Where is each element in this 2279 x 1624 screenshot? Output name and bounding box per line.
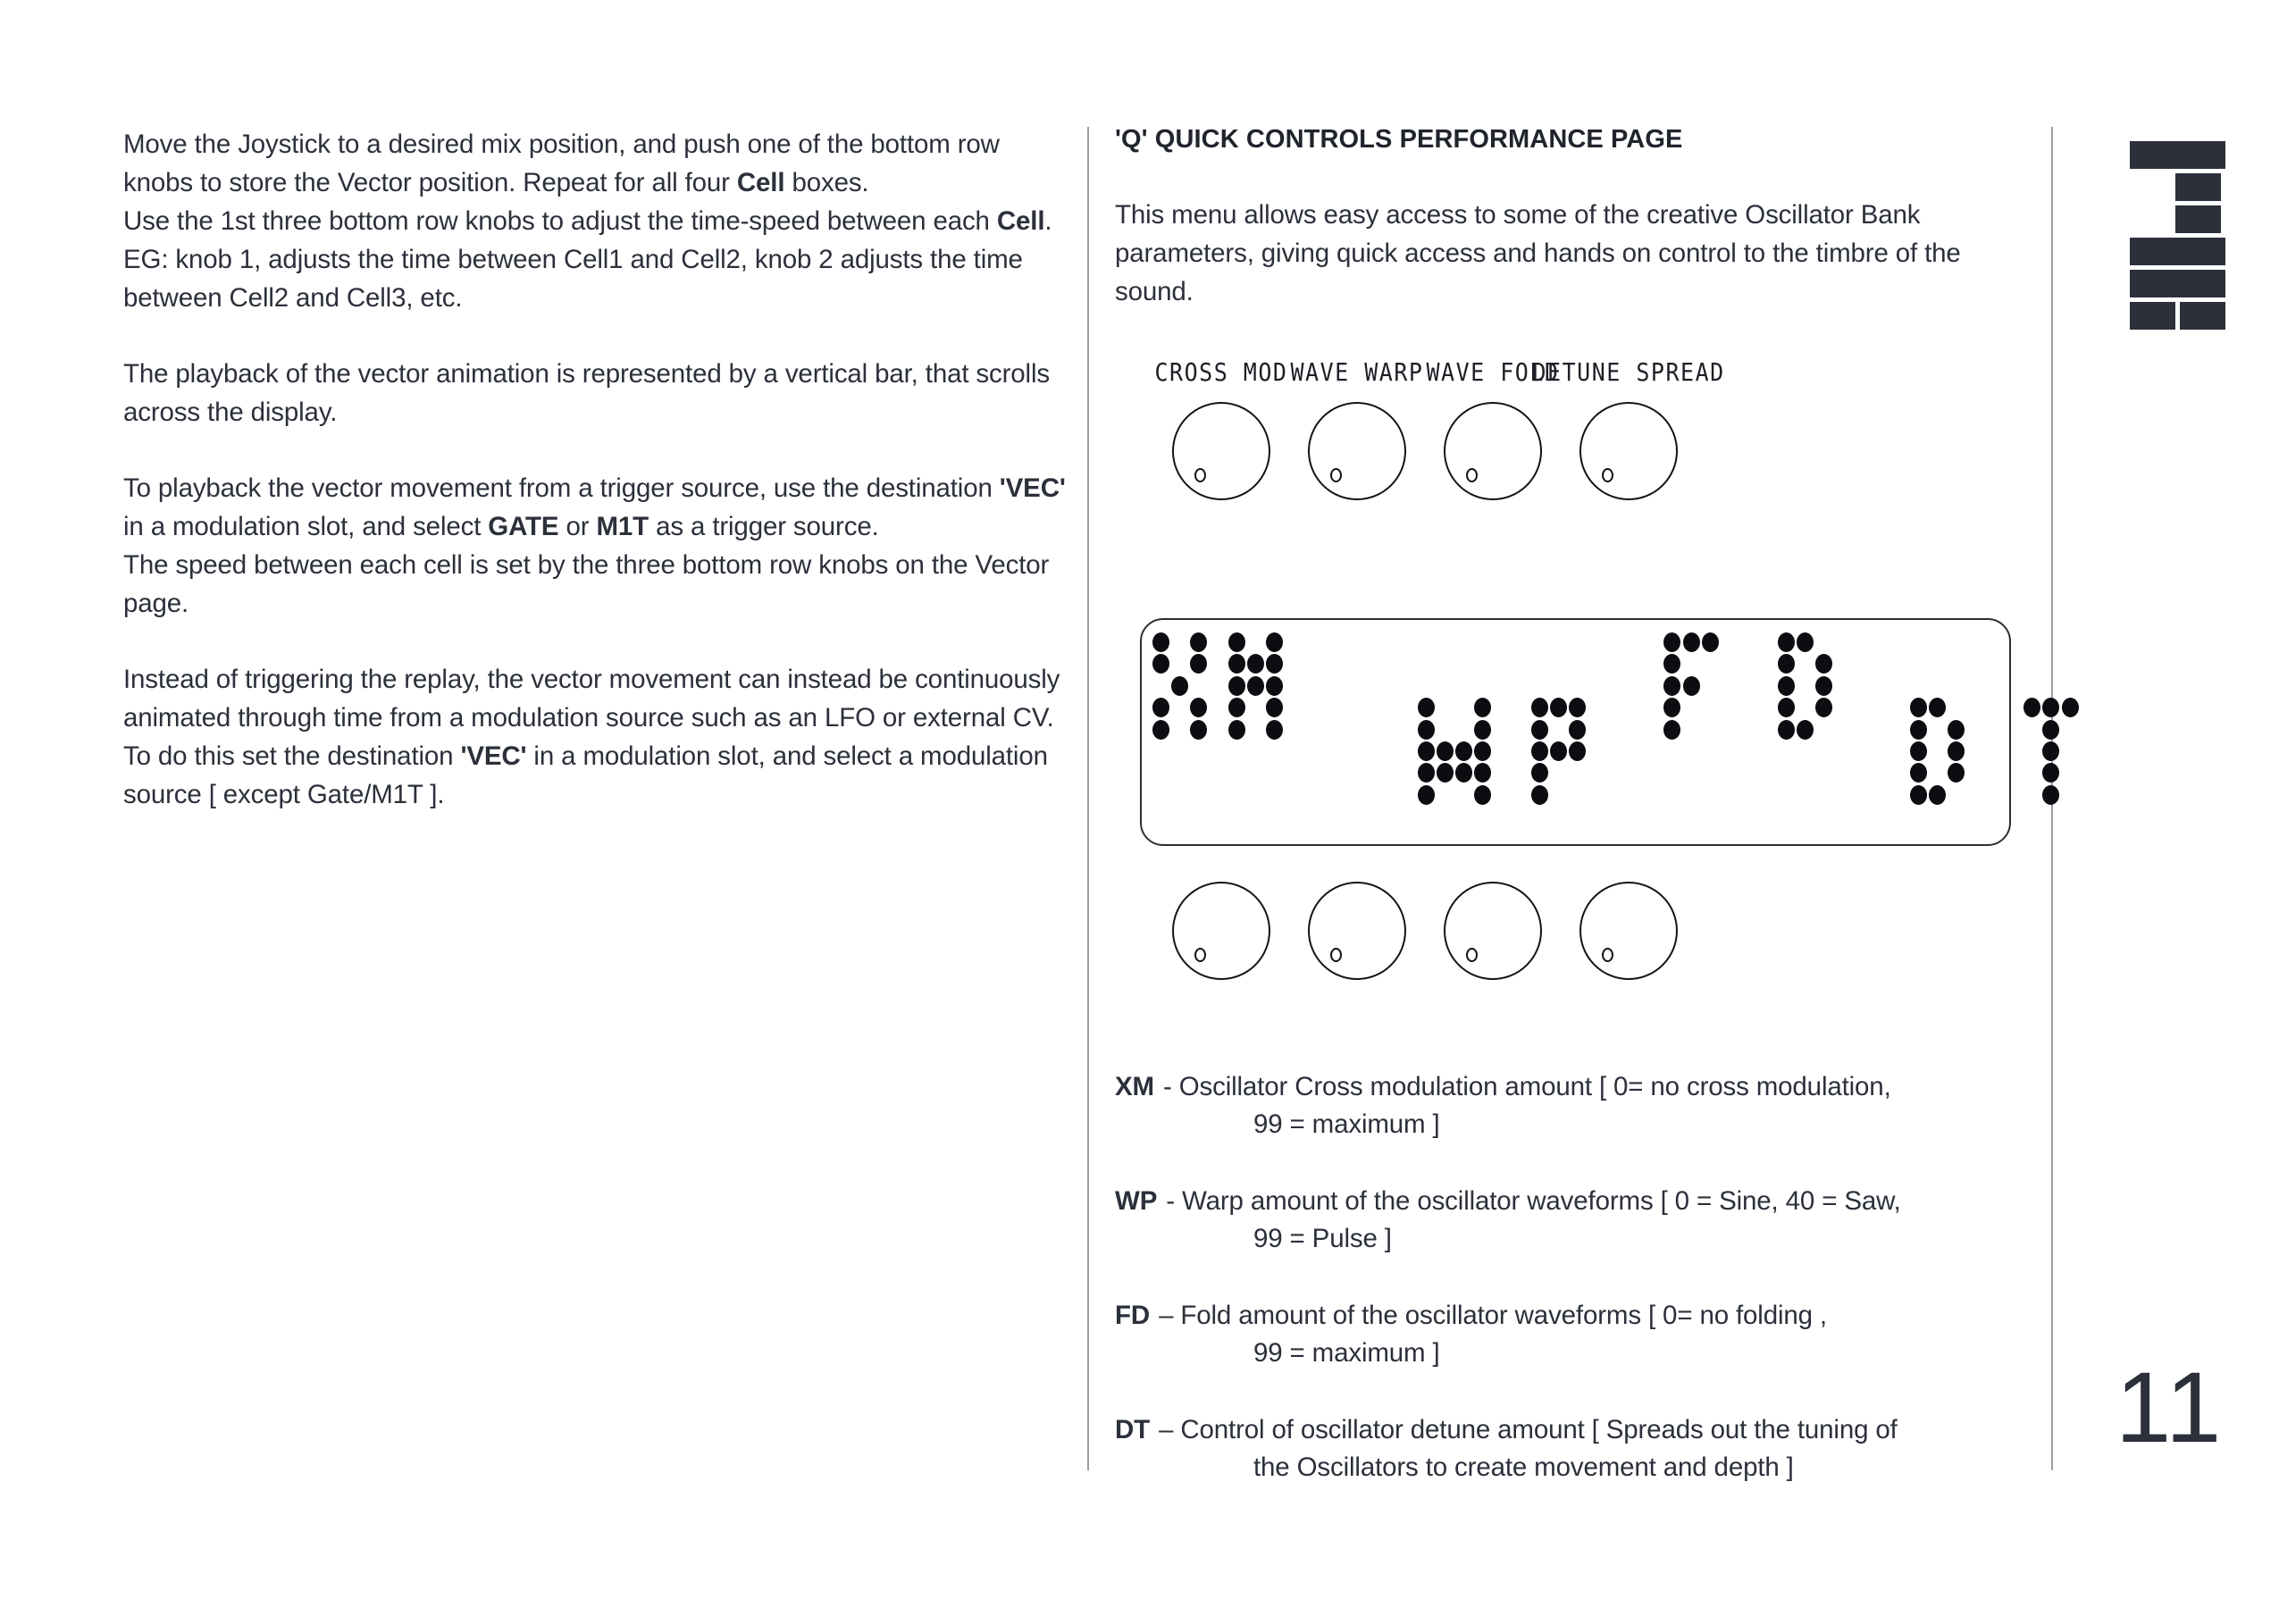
emphasis-term: 'VEC' bbox=[999, 473, 1066, 503]
display-pixel bbox=[1550, 698, 1567, 717]
parameter-description-line-1: – Fold amount of the oscillator waveforms [ 0= no folding , bbox=[1152, 1301, 1827, 1330]
display-pixel bbox=[1683, 632, 1700, 652]
display-pixel bbox=[1418, 720, 1435, 740]
display-pixel bbox=[1778, 676, 1795, 696]
display-pixel bbox=[1910, 763, 1927, 783]
knob-indicator-icon bbox=[1194, 468, 1206, 482]
logo-row bbox=[2130, 270, 2225, 297]
display-pixel bbox=[1474, 698, 1491, 717]
display-pixel bbox=[1797, 632, 1814, 652]
parameter-description-line-1: - Oscillator Cross modulation amount [ 0= no cross modulation, bbox=[1155, 1072, 1891, 1101]
logo-row bbox=[2130, 141, 2225, 169]
wave-fold-knob[interactable] bbox=[1444, 402, 1542, 500]
display-pixel bbox=[1910, 785, 1927, 805]
knob-indicator-icon bbox=[1330, 468, 1342, 482]
logo-block bbox=[2130, 141, 2225, 169]
cross-mod-knob[interactable] bbox=[1172, 402, 1270, 500]
parameter-row bbox=[1115, 1068, 2049, 1143]
display-pixel bbox=[1228, 698, 1245, 717]
parameter-description-line-2: 99 = maximum ] bbox=[1253, 1109, 1440, 1139]
bottom-knob-3[interactable] bbox=[1444, 882, 1542, 980]
dot-matrix-display bbox=[1140, 618, 2011, 846]
display-pixel bbox=[1683, 676, 1700, 696]
knob-indicator-icon bbox=[1602, 468, 1613, 482]
logo-row bbox=[2130, 238, 2225, 265]
display-pixel bbox=[1228, 632, 1245, 652]
knob-indicator-icon bbox=[1602, 948, 1613, 962]
display-pixel bbox=[1663, 720, 1680, 740]
display-pixel bbox=[1266, 632, 1283, 652]
display-pixel bbox=[2062, 698, 2079, 717]
display-pixel bbox=[2042, 785, 2059, 805]
parameter-description-list bbox=[1115, 1068, 2049, 1486]
display-pixel bbox=[1797, 720, 1814, 740]
logo-row bbox=[2130, 302, 2225, 330]
section-intro-paragraph: This menu allows easy access to some of the creative Oscillator Bank parameters, giving quick access and hands on control to the timbre of the sound. bbox=[1115, 200, 1961, 306]
display-pixel bbox=[1266, 654, 1283, 674]
display-pixel bbox=[2042, 698, 2059, 717]
bottom-knob-2[interactable] bbox=[1308, 882, 1406, 980]
display-pixel bbox=[1948, 763, 1965, 783]
parameter-description-line-1: – Control of oscillator detune amount [ Spreads out the tuning of bbox=[1152, 1415, 1898, 1444]
display-pixel bbox=[1474, 763, 1491, 783]
logo-block bbox=[2130, 205, 2175, 233]
display-pixel bbox=[1663, 654, 1680, 674]
parameter-key: XM bbox=[1115, 1072, 1154, 1101]
section-heading: 'Q' QUICK CONTROLS PERFORMANCE PAGE bbox=[1115, 125, 1683, 154]
display-pixel bbox=[1702, 632, 1719, 652]
display-pixel bbox=[1228, 720, 1245, 740]
body-paragraph: Instead of triggering the replay, the vector movement can instead be continuously animated through time from a modulation source such as an LFO or external CV. To do this set the destination 'VEC' in a modulation slot, and select a modulation source [ except Gate/M1T ]. bbox=[123, 665, 1060, 809]
display-pixel bbox=[1418, 741, 1435, 761]
display-pixel bbox=[1910, 698, 1927, 717]
display-pixel bbox=[1929, 785, 1946, 805]
display-pixel bbox=[1152, 720, 1169, 740]
display-pixel bbox=[1910, 720, 1927, 740]
display-pixel bbox=[1474, 741, 1491, 761]
display-pixel bbox=[1247, 676, 1264, 696]
column-divider-left bbox=[1087, 127, 1089, 1470]
display-pixel bbox=[1418, 698, 1435, 717]
display-pixel bbox=[2042, 763, 2059, 783]
display-pixel bbox=[1815, 676, 1832, 696]
display-pixel bbox=[1663, 698, 1680, 717]
display-pixel bbox=[1569, 741, 1586, 761]
display-pixel bbox=[1190, 720, 1207, 740]
display-pixel bbox=[1531, 763, 1548, 783]
display-pixel bbox=[1910, 741, 1927, 761]
display-pixel bbox=[1266, 698, 1283, 717]
parameter-key: WP bbox=[1115, 1186, 1158, 1216]
display-pixel bbox=[1948, 741, 1965, 761]
display-pixel bbox=[1455, 763, 1472, 783]
display-pixel bbox=[1550, 741, 1567, 761]
logo-block bbox=[2130, 270, 2225, 297]
body-paragraph: To playback the vector movement from a trigger source, use the destination 'VEC' in a modulation slot, and select GATE or M1T as a trigger source. The speed between each cell is set by the three bottom row knobs on the Vector page. bbox=[123, 473, 1066, 618]
left-text-column bbox=[123, 125, 1075, 814]
display-pixel bbox=[1929, 698, 1946, 717]
knob-label: WAVE WARP bbox=[1290, 357, 1424, 387]
display-pixel bbox=[1171, 676, 1188, 696]
display-pixel bbox=[1474, 785, 1491, 805]
parameter-row bbox=[1115, 1297, 2049, 1372]
display-pixel bbox=[1152, 632, 1169, 652]
display-pixel bbox=[2042, 741, 2059, 761]
quick-controls-device-diagram bbox=[1115, 357, 2044, 1000]
modal-logo-mark-icon bbox=[2130, 141, 2225, 334]
display-pixel bbox=[1437, 741, 1454, 761]
display-pixel bbox=[2023, 698, 2040, 717]
display-pixel bbox=[1815, 654, 1832, 674]
knob-indicator-icon bbox=[1466, 468, 1478, 482]
emphasis-term: Cell bbox=[996, 206, 1045, 236]
knob-label: CROSS MOD bbox=[1154, 357, 1288, 387]
parameter-key: DT bbox=[1115, 1415, 1151, 1444]
emphasis-term: 'VEC' bbox=[460, 741, 527, 771]
knob-indicator-icon bbox=[1194, 948, 1206, 962]
display-pixel bbox=[1152, 654, 1169, 674]
display-pixel bbox=[1778, 698, 1795, 717]
parameter-description-line-2: 99 = Pulse ] bbox=[1253, 1224, 1392, 1253]
display-pixel bbox=[1190, 654, 1207, 674]
display-pixel bbox=[1778, 632, 1795, 652]
detune-spread-knob[interactable] bbox=[1579, 402, 1678, 500]
parameter-row bbox=[1115, 1411, 2049, 1486]
display-pixel bbox=[1152, 698, 1169, 717]
emphasis-term: GATE bbox=[488, 512, 559, 541]
display-pixel bbox=[1531, 741, 1548, 761]
display-pixel bbox=[1190, 632, 1207, 652]
display-pixel bbox=[1815, 698, 1832, 717]
logo-block bbox=[2130, 238, 2225, 265]
display-pixel bbox=[1228, 654, 1245, 674]
display-pixel bbox=[1569, 698, 1586, 717]
parameter-description-line-1: - Warp amount of the oscillator waveforms [ 0 = Sine, 40 = Saw, bbox=[1159, 1186, 1901, 1216]
bottom-knob-1[interactable] bbox=[1172, 882, 1270, 980]
parameter-key: FD bbox=[1115, 1301, 1151, 1330]
display-pixel bbox=[1228, 676, 1245, 696]
knob-label: WAVE FOLD bbox=[1426, 357, 1560, 387]
display-pixel bbox=[1266, 676, 1283, 696]
display-pixel bbox=[1569, 720, 1586, 740]
display-pixel bbox=[1266, 720, 1283, 740]
display-pixel bbox=[1437, 763, 1454, 783]
display-pixel bbox=[1663, 632, 1680, 652]
display-pixel bbox=[1778, 654, 1795, 674]
body-paragraph: Move the Joystick to a desired mix position, and push one of the bottom row knobs to store the Vector position. Repeat for all four Cell boxes. Use the 1st three bottom row knobs to adjust the time-speed between each Cell. EG: knob 1, adjusts the time between Cell1 and Cell2, knob 2 adjusts the time between Cell2 and Cell3, etc. bbox=[123, 130, 1052, 313]
display-pixel bbox=[1418, 785, 1435, 805]
display-pixel bbox=[2042, 720, 2059, 740]
logo-row bbox=[2130, 205, 2225, 233]
display-pixel bbox=[1247, 654, 1264, 674]
body-paragraph: The playback of the vector animation is represented by a vertical bar, that scrolls across the display. bbox=[123, 359, 1050, 427]
display-pixel bbox=[1474, 720, 1491, 740]
display-pixel bbox=[1418, 763, 1435, 783]
logo-block bbox=[2175, 205, 2221, 233]
logo-block bbox=[2175, 173, 2221, 201]
display-pixel bbox=[1455, 741, 1472, 761]
emphasis-term: Cell bbox=[736, 168, 785, 197]
parameter-row bbox=[1115, 1183, 2049, 1258]
display-pixel bbox=[1531, 698, 1548, 717]
logo-row bbox=[2130, 173, 2225, 201]
logo-block bbox=[2130, 173, 2175, 201]
bottom-knob-4[interactable] bbox=[1579, 882, 1678, 980]
logo-block bbox=[2130, 302, 2175, 330]
page-number: 11 bbox=[2116, 1352, 2224, 1463]
knob-indicator-icon bbox=[1466, 948, 1478, 962]
wave-warp-knob[interactable] bbox=[1308, 402, 1406, 500]
right-text-column bbox=[1115, 125, 2044, 311]
knob-label: DETUNE SPREAD bbox=[1532, 357, 1725, 387]
logo-block bbox=[2180, 302, 2225, 330]
display-pixel bbox=[1663, 676, 1680, 696]
knob-indicator-icon bbox=[1330, 948, 1342, 962]
parameter-description-line-2: the Oscillators to create movement and depth ] bbox=[1253, 1452, 1794, 1482]
display-pixel bbox=[1778, 720, 1795, 740]
parameter-description-line-2: 99 = maximum ] bbox=[1253, 1338, 1440, 1368]
display-pixel bbox=[1531, 720, 1548, 740]
emphasis-term: M1T bbox=[596, 512, 649, 541]
display-pixel bbox=[1948, 720, 1965, 740]
display-pixel bbox=[1190, 698, 1207, 717]
display-pixel bbox=[1531, 785, 1548, 805]
